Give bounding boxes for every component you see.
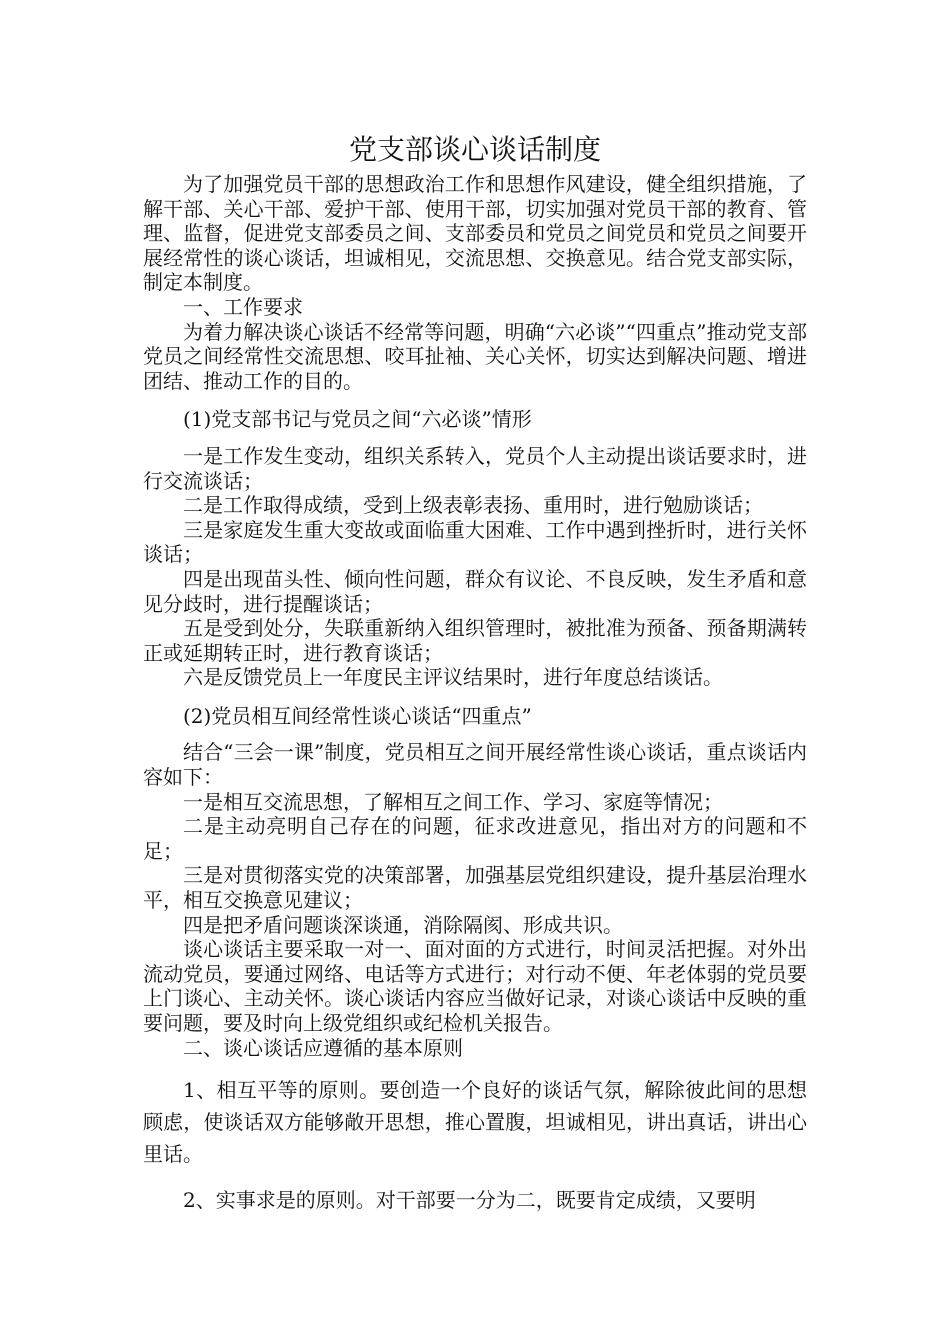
principle-paragraph: 2、实事求是的原则。对干部要一分为二，既要肯定成绩，又要明 [183, 1188, 756, 1213]
subsection-lead: 结合“三会一课”制度，党员相互之间开展经常性谈心谈话，重点谈话内容如下： [143, 740, 807, 790]
list-item: 一是相互交流思想，了解相互之间工作、学习、家庭等情况； [183, 789, 723, 814]
list-item: 四是出现苗头性、倾向性问题，群众有议论、不良反映，发生矛盾和意见分歧时，进行提醒谈话； [143, 566, 807, 616]
section-paragraph: 为着力解决谈心谈话不经常等问题，明确“六必谈”“四重点”推动党支部党员之间经常性交流思想、咬耳扯袖、关心关怀，切实达到解决问题、增进团结、推动工作的目的。 [143, 319, 807, 393]
list-item: 四是把矛盾问题谈深谈通，消除隔阂、形成共识。 [183, 912, 623, 937]
subsection-heading: (1)党支部书记与党员之间“六必谈”情形 [183, 407, 532, 432]
list-item: 二是主动亮明自己存在的问题，征求改进意见，指出对方的问题和不足； [143, 814, 807, 863]
section-heading: 二、谈心谈话应遵循的基本原则 [183, 1035, 463, 1060]
section-heading: 一、工作要求 [183, 294, 303, 319]
document-body [143, 172, 807, 1216]
list-item: 三是对贯彻落实党的决策部署，加强基层党组织建设，提升基层治理水平，相互交换意见建议； [143, 863, 807, 913]
principle-paragraph: 1、相互平等的原则。要创造一个良好的谈话气氛，解除彼此间的思想顾虑，使谈话双方能够敞开思想，推心置腹，坦诚相见，讲出真话，讲出心里话。 [143, 1078, 807, 1167]
subsection-heading: (2)党员相互间经常性谈心谈话“四重点” [183, 703, 532, 728]
list-item: 五是受到处分，失联重新纳入组织管理时，被批准为预备、预备期满转正或延期转正时，进行教育谈话； [143, 616, 807, 665]
list-item: 三是家庭发生重大变故或面临重大困难、工作中遇到挫折时，进行关怀谈话； [143, 517, 807, 567]
document-title: 党支部谈心谈话制度 [348, 133, 601, 166]
list-item: 一是工作发生变动，组织关系转入，党员个人主动提出谈话要求时，进行交流谈话； [143, 443, 807, 493]
list-item: 二是工作取得成绩，受到上级表彰表扬、重用时，进行勉励谈话； [183, 493, 763, 518]
closing-paragraph: 谈心谈话主要采取一对一、面对面的方式进行，时间灵活把握。对外出流动党员，要通过网络、电话等方式进行；对行动不便、年老体弱的党员要上门谈心、主动关怀。谈心谈话内容应当做好记录，对谈心谈话中反映的重要问题，要及时向上级党组织或纪检机关报告。 [143, 937, 807, 1035]
list-item: 六是反馈党员上一年度民主评议结果时，进行年度总结谈话。 [183, 665, 723, 690]
intro-paragraph: 为了加强党员干部的思想政治工作和思想作风建设，健全组织措施，了解干部、关心干部、爱护干部、使用干部，切实加强对党员干部的教育、管理、监督，促进党支部委员之间、支部委员和党员之间党员和党员之间要开展经常性的谈心谈话，坦诚相见，交流思想、交换意见。结合党支部实际，制定本制度。 [143, 172, 807, 295]
